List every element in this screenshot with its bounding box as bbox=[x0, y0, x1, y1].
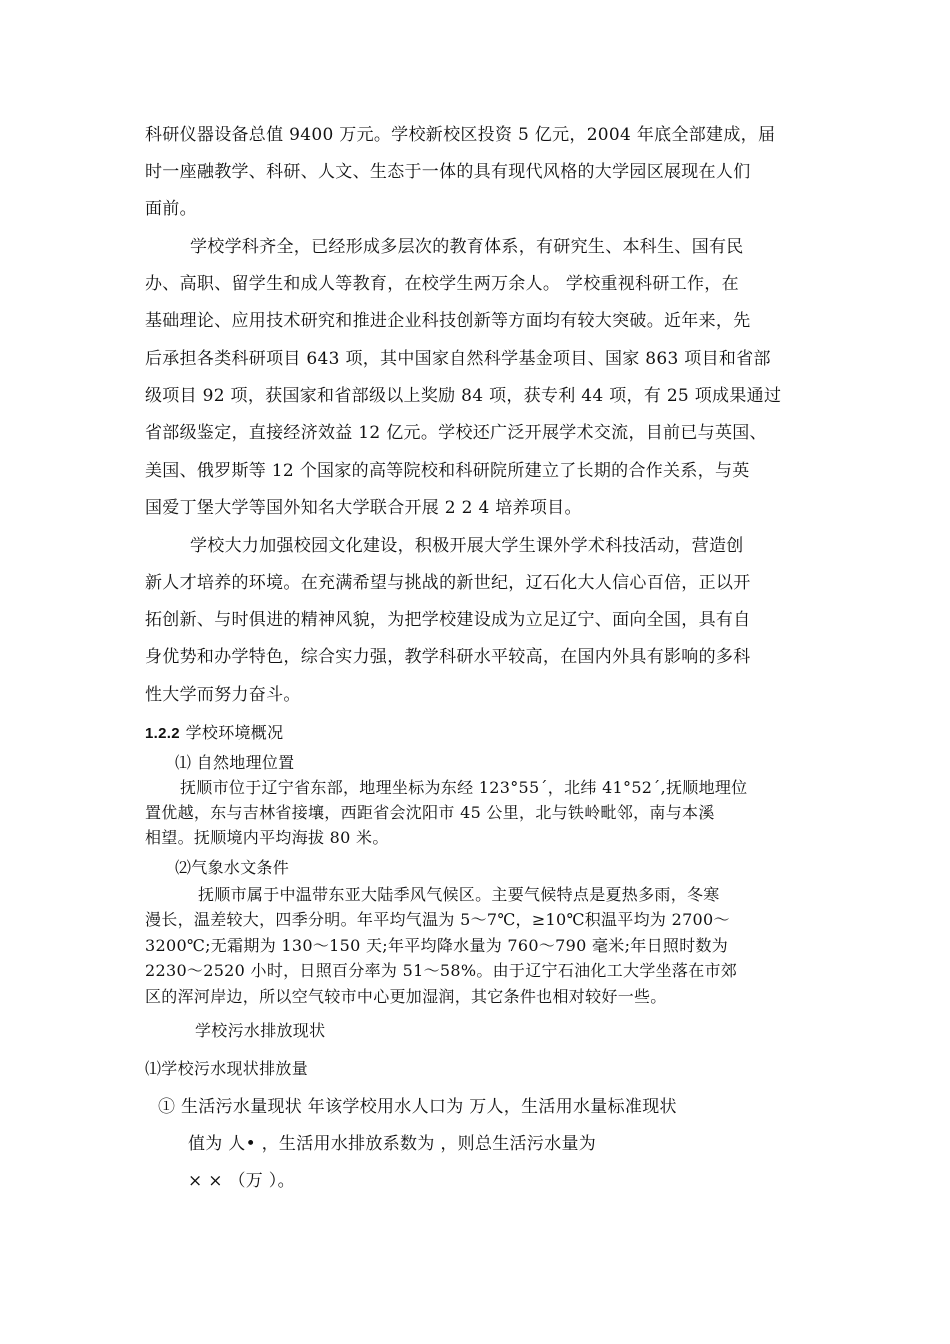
subsection-line: 置优越，东与吉林省接壤，西距省会沈阳市 45 公里，北与铁岭毗邻，南与本溪 bbox=[145, 803, 715, 822]
paragraph-line: 时一座融教学、科研、人文、生态于一体的具有现代风格的大学园区展现在人们 bbox=[145, 162, 751, 182]
paragraph-line: 后承担各类科研项目 643 项，其中国家自然科学基金项目、国家 863 项目和省部 bbox=[145, 349, 771, 369]
subsection-line: 2230～2520 小时，日照百分率为 51～58%。由于辽宁石油化工大学坐落在市郊 bbox=[145, 961, 738, 980]
paragraph-line: 面前。 bbox=[145, 199, 197, 219]
section-title: 学校污水排放现状 bbox=[195, 1021, 326, 1040]
paragraph-line: 基础理论、应用技术研究和推进企业科技创新等方面均有较大突破。近年来，先 bbox=[145, 311, 751, 331]
paragraph-line: 美国、俄罗斯等 12 个国家的高等院校和科研院所建立了长期的合作关系，与英 bbox=[145, 461, 750, 481]
subsection-line: 区的浑河岸边，所以空气较市中心更加湿润，其它条件也相对较好一些。 bbox=[145, 987, 667, 1006]
paragraph-line: 性大学而努力奋斗。 bbox=[145, 685, 301, 705]
paragraph-line: 学校大力加强校园文化建设，积极开展大学生课外学术科技活动，营造创 bbox=[190, 536, 744, 556]
section-number: 1.2.2 bbox=[145, 725, 180, 742]
paragraph-line: 学校学科齐全，已经形成多层次的教育体系，有研究生、本科生、国有民 bbox=[190, 237, 744, 257]
paragraph-line: 科研仪器设备总值 9400 万元。学校新校区投资 5 亿元，2004 年底全部建成，届 bbox=[145, 125, 776, 145]
paragraph-line: 级项目 92 项，获国家和省部级以上奖励 84 项，获专利 44 项，有 25 项成果通过 bbox=[145, 386, 782, 406]
paragraph-line: 新人才培养的环境。在充满希望与挑战的新世纪，辽石化大人信心百倍，正以开 bbox=[145, 573, 751, 593]
item-line: × × （万 ）。 bbox=[188, 1171, 295, 1191]
section-heading bbox=[145, 720, 815, 743]
paragraph-line: 省部级鉴定，直接经济效益 12 亿元。学校还广泛开展学术交流，目前已与英国、 bbox=[145, 423, 767, 443]
item-line: ① 生活污水量现状 年该学校用水人口为 万人，生活用水量标准现状 bbox=[158, 1097, 677, 1117]
paragraph-line: 国爱丁堡大学等国外知名大学联合开展 2 2 4 培养项目。 bbox=[145, 498, 582, 518]
paragraph-line: 身优势和办学特色，综合实力强，教学科研水平较高，在国内外具有影响的多科 bbox=[145, 647, 751, 667]
subsection-line: 3200℃;无霜期为 130～150 天;年平均降水量为 760～790 毫米;年日照时数为 bbox=[145, 936, 729, 955]
subsection-line: 抚顺市属于中温带东亚大陆季风气候区。主要气候特点是夏热多雨，冬寒 bbox=[198, 885, 720, 904]
paragraph-line: 拓创新、与时俱进的精神风貌，为把学校建设成为立足辽宁、面向全国，具有自 bbox=[145, 610, 751, 630]
item-line: 值为 人• ，生活用水排放系数为 ，则总生活污水量为 bbox=[188, 1134, 597, 1154]
section-title: 学校环境概况 bbox=[185, 723, 284, 742]
subsection-title: ⑴ 自然地理位置 bbox=[175, 753, 295, 772]
subsection-line: 相望。抚顺境内平均海拔 80 米。 bbox=[145, 828, 389, 847]
subsection-title: ⑵气象水文条件 bbox=[175, 858, 290, 877]
subsection-line: 抚顺市位于辽宁省东部，地理坐标为东经 123°55ˊ，北纬 41°52ˊ,抚顺地理位 bbox=[180, 778, 748, 797]
paragraph-line: 办、高职、留学生和成人等教育，在校学生两万余人。 学校重视科研工作，在 bbox=[145, 274, 739, 294]
item-title: ⑴学校污水现状排放量 bbox=[145, 1059, 309, 1078]
subsection-line: 漫长，温差较大，四季分明。年平均气温为 5～7℃，≥10℃积温平均为 2700～ bbox=[145, 910, 730, 929]
